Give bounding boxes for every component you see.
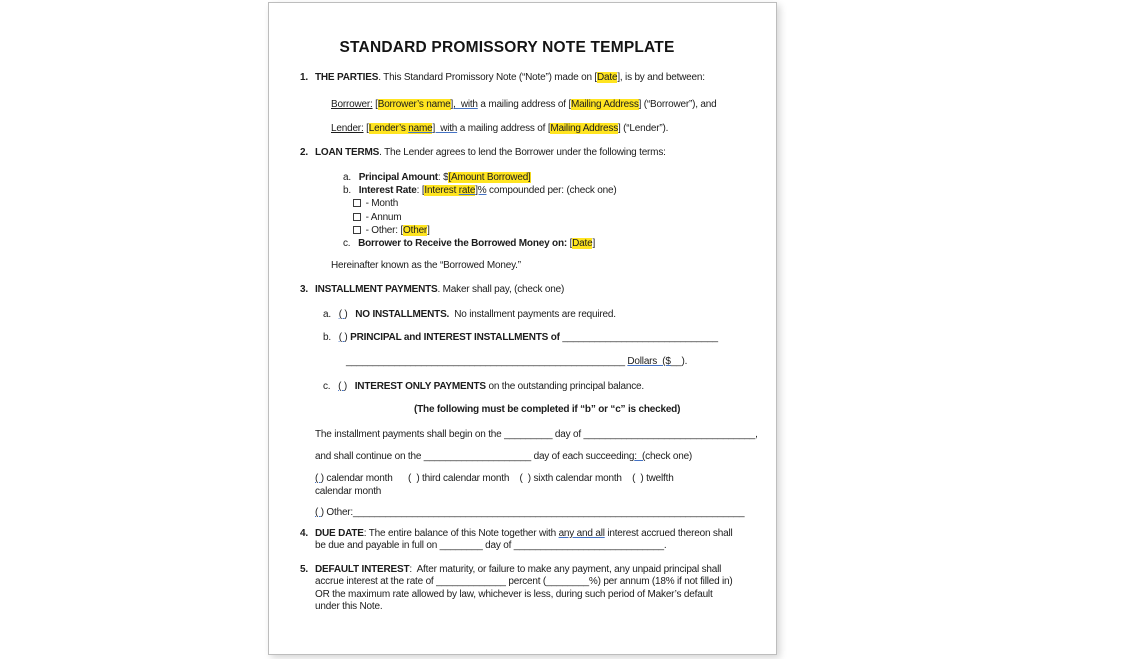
text-segment: DEFAULT INTEREST bbox=[315, 564, 410, 575]
highlighted-placeholder: Date bbox=[596, 72, 618, 83]
borrower-line bbox=[331, 99, 717, 111]
text-segment: ( bbox=[338, 309, 345, 320]
lender-line bbox=[331, 123, 668, 135]
completion-note bbox=[414, 404, 680, 416]
text-segment: ] (“Borrower”), and bbox=[638, 99, 717, 110]
document-line bbox=[315, 147, 666, 159]
text-segment: _____________________________ bbox=[559, 332, 718, 343]
text-segment: : [ bbox=[416, 185, 425, 197]
text-segment: c. bbox=[343, 238, 359, 250]
highlighted-placeholder: Interest bbox=[424, 185, 459, 197]
document-line bbox=[343, 184, 617, 197]
document-line bbox=[353, 224, 617, 237]
text-segment: and shall continue on the ____________________ day of each succeeding bbox=[315, 451, 635, 462]
text-segment: DUE DATE bbox=[315, 528, 364, 539]
document-line bbox=[323, 309, 616, 321]
list-number: 2. bbox=[300, 147, 308, 158]
section-2-loan-terms bbox=[300, 147, 666, 159]
text-segment: check one) bbox=[645, 451, 693, 462]
document-line bbox=[315, 429, 758, 441]
document-line bbox=[331, 260, 521, 272]
text-segment: ) bbox=[343, 381, 355, 392]
text-segment: [ bbox=[363, 123, 369, 134]
document-line bbox=[414, 404, 680, 416]
installments-option-b-line2 bbox=[346, 356, 687, 368]
highlighted-placeholder: [Amount Borrowed] bbox=[448, 172, 531, 183]
text-segment: __). bbox=[670, 356, 688, 367]
text-segment: b. bbox=[343, 185, 359, 197]
text-segment: Borrower to Receive the Borrowed Money on: bbox=[358, 238, 567, 250]
document-line bbox=[315, 507, 744, 519]
document-line bbox=[315, 451, 692, 463]
text-segment: ) bbox=[344, 332, 351, 343]
document-line bbox=[353, 197, 617, 210]
document-line bbox=[315, 528, 733, 540]
document-line bbox=[343, 171, 617, 184]
calendar-month-options bbox=[315, 472, 674, 498]
text-segment: ] with bbox=[432, 123, 458, 134]
text-segment: ) calendar month ( ) third calendar month ( ) sixth calendar month ( ) twelfth bbox=[320, 473, 674, 484]
text-segment: - Annum bbox=[363, 211, 402, 223]
document-line bbox=[315, 564, 733, 576]
text-segment: ( bbox=[315, 473, 321, 484]
document-title: STANDARD PROMISSORY NOTE TEMPLATE bbox=[339, 39, 675, 56]
text-segment: : After maturity, or failure to make any payment, any unpaid principal shall bbox=[409, 564, 722, 575]
text-segment: ) bbox=[344, 309, 356, 320]
checkbox-icon[interactable] bbox=[353, 199, 361, 207]
text-segment: : ( bbox=[634, 451, 646, 462]
text-segment: under this Note. bbox=[315, 601, 383, 613]
highlighted-placeholder: name bbox=[408, 123, 433, 134]
highlighted-placeholder: Mailing Address bbox=[571, 99, 639, 110]
text-segment: - Month bbox=[363, 198, 399, 210]
text-segment: . The Lender agrees to lend the Borrower under the following terms: bbox=[379, 147, 666, 158]
text-segment: ], with bbox=[450, 99, 478, 110]
list-number: 3. bbox=[300, 284, 308, 295]
text-segment: _________________________________________________________________________ bbox=[353, 507, 745, 518]
text-segment: ( bbox=[338, 381, 344, 392]
section-1-parties bbox=[300, 72, 705, 84]
text-segment: ( bbox=[338, 332, 345, 343]
text-segment: accrue interest at the rate of _____________ percent (________%) per annum (18% if not filled in) bbox=[315, 576, 733, 588]
document-line bbox=[346, 356, 687, 368]
text-segment: ] bbox=[592, 238, 596, 250]
text-segment: ]% bbox=[475, 185, 487, 197]
text-segment: NO INSTALLMENTS. bbox=[355, 309, 450, 320]
text-segment: [ bbox=[566, 238, 573, 250]
text-segment: Dollars ($ bbox=[627, 356, 671, 367]
installments-begin-line bbox=[315, 429, 758, 441]
text-segment: ____________________________________________________ bbox=[346, 356, 628, 367]
highlighted-placeholder: Lender’s bbox=[368, 123, 409, 134]
hereinafter-line bbox=[331, 260, 521, 272]
text-segment: : $ bbox=[437, 172, 449, 183]
text-segment: Principal Amount bbox=[358, 172, 438, 183]
text-segment: Hereinafter known as the “Borrowed Money.” bbox=[331, 260, 521, 271]
installments-option-b bbox=[323, 332, 718, 344]
text-segment: on the outstanding principal balance. bbox=[485, 381, 644, 392]
text-segment: b. bbox=[323, 332, 339, 343]
text-segment: . Maker shall pay, (check one) bbox=[437, 284, 565, 295]
installments-continue-line bbox=[315, 451, 692, 463]
document-line bbox=[315, 284, 564, 296]
document-line bbox=[331, 123, 668, 135]
text-segment: OR the maximum rate allowed by law, whichever is less, during such period of Maker’s default bbox=[315, 588, 713, 600]
installments-option-a bbox=[323, 309, 616, 321]
text-segment: . This Standard Promissory Note (“Note”) made on [ bbox=[378, 72, 597, 83]
text-segment: any and all bbox=[558, 528, 605, 539]
highlighted-placeholder: Mailing Address bbox=[550, 123, 618, 134]
document-line bbox=[353, 211, 617, 224]
text-segment: - Other: [ bbox=[363, 224, 404, 236]
document-line bbox=[315, 540, 733, 552]
text-segment: c. bbox=[323, 381, 339, 392]
text-segment: compounded per: (check one) bbox=[486, 185, 617, 197]
text-segment: [ bbox=[372, 99, 378, 110]
document-line bbox=[323, 332, 718, 344]
text-segment: ] bbox=[427, 224, 430, 236]
text-segment: be due and payable in full on ________ day of ____________________________. bbox=[315, 540, 667, 552]
text-segment: Borrower: bbox=[331, 99, 373, 110]
installments-option-c bbox=[323, 381, 644, 393]
list-number: 5. bbox=[300, 564, 308, 575]
highlighted-placeholder: rate bbox=[458, 185, 476, 197]
highlighted-placeholder: Other bbox=[403, 224, 428, 236]
text-segment: a mailing address of [ bbox=[477, 99, 572, 110]
document-page bbox=[268, 2, 777, 655]
text-segment: Lender: bbox=[331, 123, 364, 134]
document-line bbox=[315, 589, 733, 601]
other-option-line bbox=[315, 507, 744, 519]
document-line bbox=[315, 485, 674, 498]
list-number: 4. bbox=[300, 528, 308, 539]
text-segment: No installment payments are required. bbox=[449, 309, 616, 320]
text-segment: a. bbox=[343, 172, 359, 183]
checkbox-icon[interactable] bbox=[353, 226, 361, 234]
text-segment: INTEREST ONLY PAYMENTS bbox=[354, 381, 486, 392]
document-line bbox=[315, 601, 733, 613]
document-line bbox=[343, 237, 617, 250]
text-segment: PRINCIPAL and INTEREST INSTALLMENTS of bbox=[350, 332, 560, 343]
text-segment: ] (“Lender”). bbox=[618, 123, 669, 134]
text-segment: (The following must be completed if “b” or “c” is checked) bbox=[414, 404, 681, 415]
list-number: 1. bbox=[300, 72, 308, 83]
section-4-due-date bbox=[300, 528, 733, 553]
document-line bbox=[315, 72, 705, 84]
document-line bbox=[331, 99, 717, 111]
highlighted-placeholder: Borrower’s name bbox=[377, 99, 451, 110]
document-line bbox=[315, 472, 674, 485]
highlighted-placeholder: Date bbox=[572, 238, 593, 250]
text-segment: THE PARTIES bbox=[315, 72, 379, 83]
text-segment: interest accrued thereon shall bbox=[604, 528, 733, 539]
document-line bbox=[315, 576, 733, 588]
checkbox-icon[interactable] bbox=[353, 213, 361, 221]
text-segment: a. bbox=[323, 309, 339, 320]
loan-terms-list bbox=[343, 171, 617, 250]
text-segment: LOAN TERMS bbox=[315, 147, 380, 158]
section-5-default-interest bbox=[300, 564, 733, 614]
text-segment: calendar month bbox=[315, 486, 382, 497]
text-segment: Interest Rate bbox=[358, 185, 417, 197]
document-line bbox=[323, 381, 644, 393]
text-segment: INSTALLMENT PAYMENTS bbox=[315, 284, 438, 295]
text-segment: ], is by and between: bbox=[617, 72, 705, 83]
text-segment: a mailing address of [ bbox=[457, 123, 551, 134]
section-3-installment-payments bbox=[300, 284, 564, 296]
text-segment: The installment payments shall begin on the _________ day of ________________________________, bbox=[315, 429, 758, 440]
text-segment: ( bbox=[315, 507, 321, 518]
text-segment: : The entire balance of this Note together with bbox=[363, 528, 559, 539]
text-segment: ) Other: bbox=[320, 507, 354, 518]
